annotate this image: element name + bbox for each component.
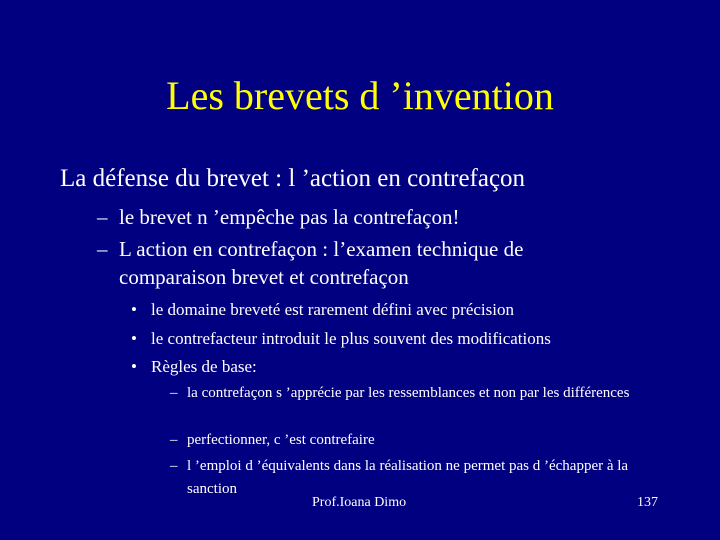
level4-text: la contrefaçon s ’apprécie par les ressemblances et non par les différences	[187, 385, 630, 401]
dash-marker: –	[170, 385, 178, 401]
level4-item	[170, 382, 647, 405]
dash-marker: –	[97, 205, 108, 229]
level3-item	[131, 327, 551, 350]
level2-item	[97, 203, 619, 231]
level2-text: le brevet n ’empêche pas la contrefaçon!	[119, 205, 460, 229]
level2-item	[97, 235, 619, 291]
level3-text: Règles de base:	[151, 357, 257, 376]
main-heading: La défense du brevet : l ’action en contrefaçon	[60, 165, 526, 192]
bullet-marker: •	[131, 329, 137, 348]
level3-text: le domaine breveté est rarement défini avec précision	[151, 300, 514, 319]
slide-title: Les brevets d ’invention	[166, 73, 554, 118]
footer-author: Prof.Ioana Dimo	[312, 495, 407, 510]
dash-marker: –	[170, 458, 178, 474]
dash-marker: –	[170, 432, 178, 448]
level3-item	[131, 355, 257, 378]
level3-item	[131, 298, 514, 321]
page-number: 137	[637, 495, 658, 510]
level4-text: l ’emploi d ’équivalents dans la réalisation ne permet pas d ’échapper à la sanction	[187, 458, 629, 497]
dash-marker: –	[97, 237, 108, 261]
level4-text: perfectionner, c ’est contrefaire	[187, 432, 375, 448]
level3-text: le contrefacteur introduit le plus souvent des modifications	[151, 329, 551, 348]
bullet-marker: •	[131, 357, 137, 376]
level4-item	[170, 455, 647, 501]
level4-item	[170, 429, 647, 452]
level2-text: L action en contrefaçon : l’examen technique de comparaison brevet et contrefaçon	[119, 237, 524, 289]
bullet-marker: •	[131, 300, 137, 319]
